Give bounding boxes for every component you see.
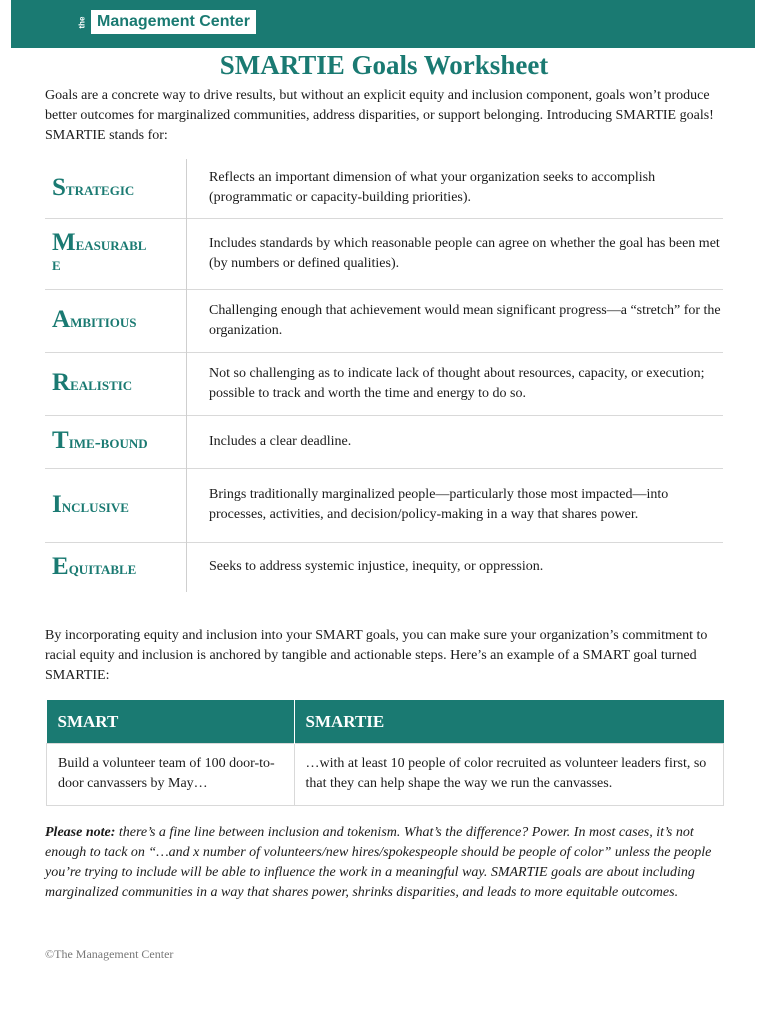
smartie-row [45,468,723,542]
example-intro-paragraph: By incorporating equity and inclusion into your SMART goals, you can make sure your organization’s commitment to racial equity and inclusion is anchored by tangible and actionable steps. Here’s an example of a SMART goal turned SMARTIE: [45,628,708,683]
smartie-row [45,415,723,468]
smartie-row [45,159,723,218]
logo-small-text: the [77,16,87,28]
smartie-table [45,159,723,592]
term: Ambitious [45,289,187,352]
definition: Seeks to address systemic injustice, inequity, or oppression. [209,559,544,575]
definition: Challenging enough that achievement would mean significant progress—a “stretch” for the organization. [209,302,721,338]
note-text: there’s a fine line between inclusion and tokenism. What’s the difference? Power. In most cases, it’s not enough to tack on “…and x number of volunteers/new hires/spokespeople should be people of color” unless the people you’re trying to include will be able to influence the work in a meaningful way. SMARTIE goals are about including marginalized communities in a way that shares power, shrinks disparities, and leads to more equitable outcomes. [45,825,712,900]
smartie-row [45,542,723,592]
term: Measurabl e [45,218,187,289]
smartie-row [45,289,723,352]
footer-copyright: ©The Management Center [45,947,174,961]
smartie-row [45,352,723,415]
term: Realistic [45,352,187,415]
example-header-row [47,700,724,744]
logo [75,10,256,34]
definition: Brings traditionally marginalized people—particularly those most impacted—into processes, activities, and decision/policy-making in a way that shares power. [209,487,669,522]
definition: Not so challenging as to indicate lack of thought about resources, capacity, or execution; possible to track and worth the time and energy to do so. [209,365,705,401]
column-header-smartie: SMARTIE [294,700,724,744]
definition: Includes standards by which reasonable people can agree on whether the goal has been met (by numbers or defined qualities). [209,235,720,271]
term: Time-bound [45,415,187,468]
note-paragraph [45,823,725,903]
example-row [47,744,724,806]
definition: Includes a clear deadline. [209,433,352,449]
smartie-row [45,218,723,289]
term: Strategic [45,159,187,218]
header-bar [11,0,755,48]
term: Inclusive [45,468,187,542]
column-header-smart: SMART [47,700,295,744]
note-label: Please note: [45,825,116,840]
intro-paragraph: Goals are a concrete way to drive results, but without an explicit equity and inclusion component, goals won’t produce better outcomes for marginalized communities, address disparities, or support belonging. Introducing SMARTIE goals! SMARTIE stands for: [45,88,714,143]
page-title: SMARTIE Goals Worksheet [219,50,549,80]
smart-example-cell: Build a volunteer team of 100 door-to-door canvassers by May… [47,744,295,806]
term: Equitable [45,542,187,592]
smartie-example-cell: …with at least 10 people of color recruited as volunteer leaders first, so that they can help shape the way we run the canvasses. [294,744,724,806]
logo-text: Management Center [91,10,256,34]
example-table [46,700,724,806]
definition: Reflects an important dimension of what your organization seeks to accomplish (programmatic or capacity-building priorities). [209,170,656,206]
